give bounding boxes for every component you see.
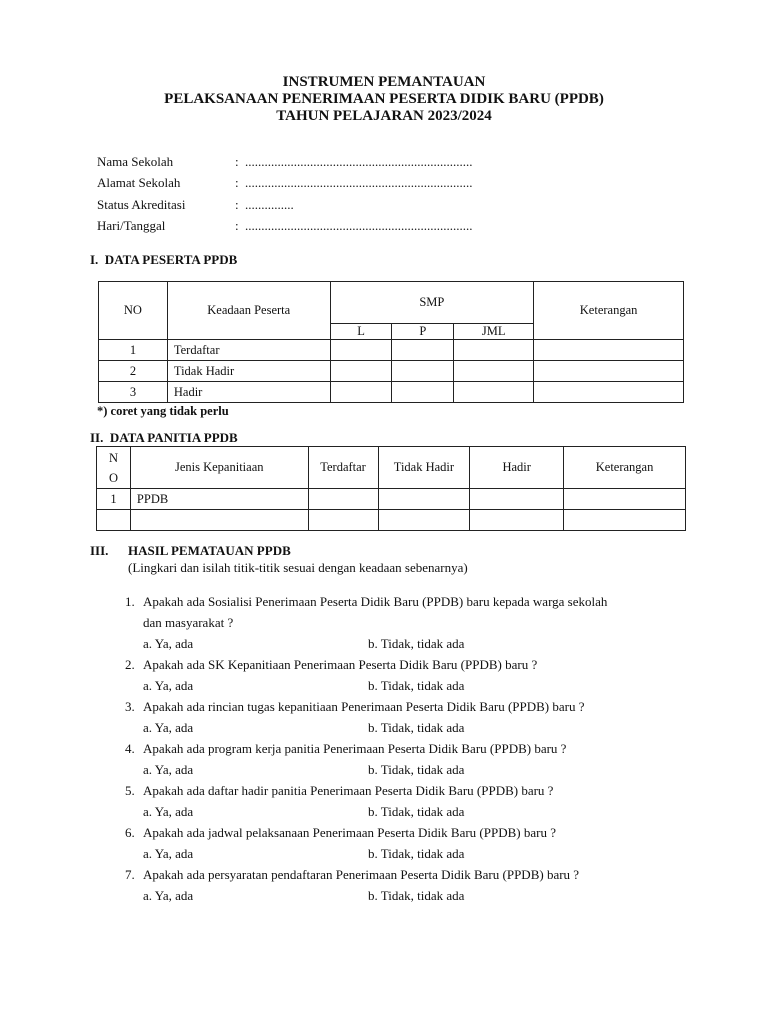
row-no: 1 <box>97 489 131 510</box>
table-row <box>97 510 686 531</box>
cell-keterangan[interactable] <box>564 510 686 531</box>
panitia-table <box>96 446 686 531</box>
question-number: 5. <box>125 783 135 798</box>
header-no: NO <box>99 282 168 340</box>
cell-p[interactable] <box>392 382 454 403</box>
answer-option-b[interactable]: b. Tidak, tidak ada <box>368 846 465 861</box>
answer-option-b[interactable]: b. Tidak, tidak ada <box>368 636 465 651</box>
answer-option-a[interactable]: a. Ya, ada <box>143 678 194 693</box>
row-jenis[interactable] <box>130 510 308 531</box>
identity-label: Nama Sekolah <box>97 153 174 169</box>
header-jml: JML <box>454 324 534 340</box>
header-smp: SMP <box>330 282 534 324</box>
cell-p[interactable] <box>392 361 454 382</box>
row-no[interactable] <box>97 510 131 531</box>
question-item <box>125 654 725 696</box>
cell-l[interactable] <box>330 382 392 403</box>
question-number: 3. <box>125 699 135 714</box>
identity-colon: : <box>235 196 239 212</box>
section2-heading: II. DATA PANITIA PPDB <box>90 430 238 445</box>
identity-value-field[interactable]: ...................................................................... <box>245 175 473 191</box>
cell-hadir[interactable] <box>470 489 564 510</box>
header-jenis: Jenis Kepanitiaan <box>130 447 308 489</box>
question-text: Apakah ada Sosialisi Penerimaan Peserta Didik Baru (PPDB) baru kepada warga sekolah <box>143 594 608 609</box>
cell-jml[interactable] <box>454 382 534 403</box>
answer-option-b[interactable]: b. Tidak, tidak ada <box>368 678 465 693</box>
identity-block <box>97 151 473 237</box>
identity-row <box>97 216 473 238</box>
header-keterangan: Keterangan <box>534 282 684 340</box>
answer-option-a[interactable]: a. Ya, ada <box>143 888 194 903</box>
table-row <box>99 361 684 382</box>
answer-option-b[interactable]: b. Tidak, tidak ada <box>368 762 465 777</box>
row-no: 1 <box>99 340 168 361</box>
answer-option-a[interactable]: a. Ya, ada <box>143 636 194 651</box>
identity-row <box>97 173 473 195</box>
identity-row <box>97 194 473 216</box>
question-text: Apakah ada rincian tugas kepanitiaan Penerimaan Peserta Didik Baru (PPDB) baru ? <box>143 699 585 714</box>
section3-instruction: (Lingkari dan isilah titik-titik sesuai dengan keadaan sebenarnya) <box>128 560 468 575</box>
section3-heading: HASIL PEMATAUAN PPDB <box>128 543 291 558</box>
cell-jml[interactable] <box>454 340 534 361</box>
question-item <box>125 696 725 738</box>
question-number: 7. <box>125 867 135 882</box>
table-row <box>97 489 686 510</box>
question-number: 2. <box>125 657 135 672</box>
cell-tidak-hadir[interactable] <box>378 510 470 531</box>
header-no <box>97 447 131 489</box>
row-no: 2 <box>99 361 168 382</box>
row-keadaan: Hadir <box>167 382 330 403</box>
question-text: Apakah ada daftar hadir panitia Penerimaan Peserta Didik Baru (PPDB) baru ? <box>143 783 554 798</box>
title-line-2: PELAKSANAAN PENERIMAAN PESERTA DIDIK BARU (PPDB) <box>164 91 604 107</box>
section3-number: III. <box>90 543 109 558</box>
cell-keterangan[interactable] <box>534 340 684 361</box>
header-l: L <box>330 324 392 340</box>
section1-heading: I. DATA PESERTA PPDB <box>90 252 238 267</box>
cell-keterangan[interactable] <box>534 382 684 403</box>
title-line-3: TAHUN PELAJARAN 2023/2024 <box>276 108 492 124</box>
header-no-line1: N <box>108 450 118 465</box>
identity-colon: : <box>235 153 239 169</box>
identity-value-field[interactable]: ...................................................................... <box>245 218 473 234</box>
question-number: 4. <box>125 741 135 756</box>
header-tidak-hadir: Tidak Hadir <box>378 447 470 489</box>
identity-colon: : <box>235 175 239 191</box>
row-keadaan: Tidak Hadir <box>167 361 330 382</box>
header-keadaan: Keadaan Peserta <box>167 282 330 340</box>
question-item <box>125 780 725 822</box>
question-text: Apakah ada program kerja panitia Penerimaan Peserta Didik Baru (PPDB) baru ? <box>143 741 567 756</box>
cell-hadir[interactable] <box>470 510 564 531</box>
header-no-line2: O <box>108 470 118 485</box>
cell-l[interactable] <box>330 361 392 382</box>
cell-l[interactable] <box>330 340 392 361</box>
table-note: *) coret yang tidak perlu <box>97 404 229 418</box>
question-text: Apakah ada jadwal pelaksanaan Penerimaan Peserta Didik Baru (PPDB) baru ? <box>143 825 556 840</box>
question-item <box>125 864 725 906</box>
answer-option-b[interactable]: b. Tidak, tidak ada <box>368 720 465 735</box>
question-list <box>125 591 725 906</box>
answer-option-b[interactable]: b. Tidak, tidak ada <box>368 888 465 903</box>
answer-option-a[interactable]: a. Ya, ada <box>143 846 194 861</box>
header-keterangan: Keterangan <box>564 447 686 489</box>
cell-tidak-hadir[interactable] <box>378 489 470 510</box>
question-item <box>125 591 725 654</box>
question-item <box>125 822 725 864</box>
question-text: Apakah ada SK Kepanitiaan Penerimaan Peserta Didik Baru (PPDB) baru ? <box>143 657 538 672</box>
identity-label: Status Akreditasi <box>97 196 186 212</box>
answer-option-a[interactable]: a. Ya, ada <box>143 720 194 735</box>
answer-option-b[interactable]: b. Tidak, tidak ada <box>368 804 465 819</box>
cell-keterangan[interactable] <box>534 361 684 382</box>
question-number: 6. <box>125 825 135 840</box>
answer-option-a[interactable]: a. Ya, ada <box>143 804 194 819</box>
question-text-cont: dan masyarakat ? <box>143 615 234 630</box>
identity-label: Alamat Sekolah <box>97 175 181 191</box>
header-terdaftar: Terdaftar <box>308 447 378 489</box>
cell-terdaftar[interactable] <box>308 489 378 510</box>
identity-colon: : <box>235 218 239 234</box>
question-number: 1. <box>125 594 135 609</box>
question-item <box>125 738 725 780</box>
cell-p[interactable] <box>392 340 454 361</box>
row-jenis: PPDB <box>130 489 308 510</box>
table-row <box>99 382 684 403</box>
identity-value-field[interactable]: ...................................................................... <box>245 153 473 169</box>
cell-keterangan[interactable] <box>564 489 686 510</box>
answer-option-a[interactable]: a. Ya, ada <box>143 762 194 777</box>
question-text: Apakah ada persyaratan pendaftaran Penerimaan Peserta Didik Baru (PPDB) baru ? <box>143 867 580 882</box>
table-row <box>99 340 684 361</box>
identity-label: Hari/Tanggal <box>97 218 166 234</box>
identity-value-field[interactable]: ............... <box>245 196 294 212</box>
row-keadaan: Terdaftar <box>167 340 330 361</box>
peserta-table <box>98 281 684 403</box>
title-line-1: INSTRUMEN PEMANTAUAN <box>282 74 486 90</box>
cell-jml[interactable] <box>454 361 534 382</box>
row-no: 3 <box>99 382 168 403</box>
header-hadir: Hadir <box>470 447 564 489</box>
cell-terdaftar[interactable] <box>308 510 378 531</box>
header-p: P <box>392 324 454 340</box>
identity-row <box>97 151 473 173</box>
